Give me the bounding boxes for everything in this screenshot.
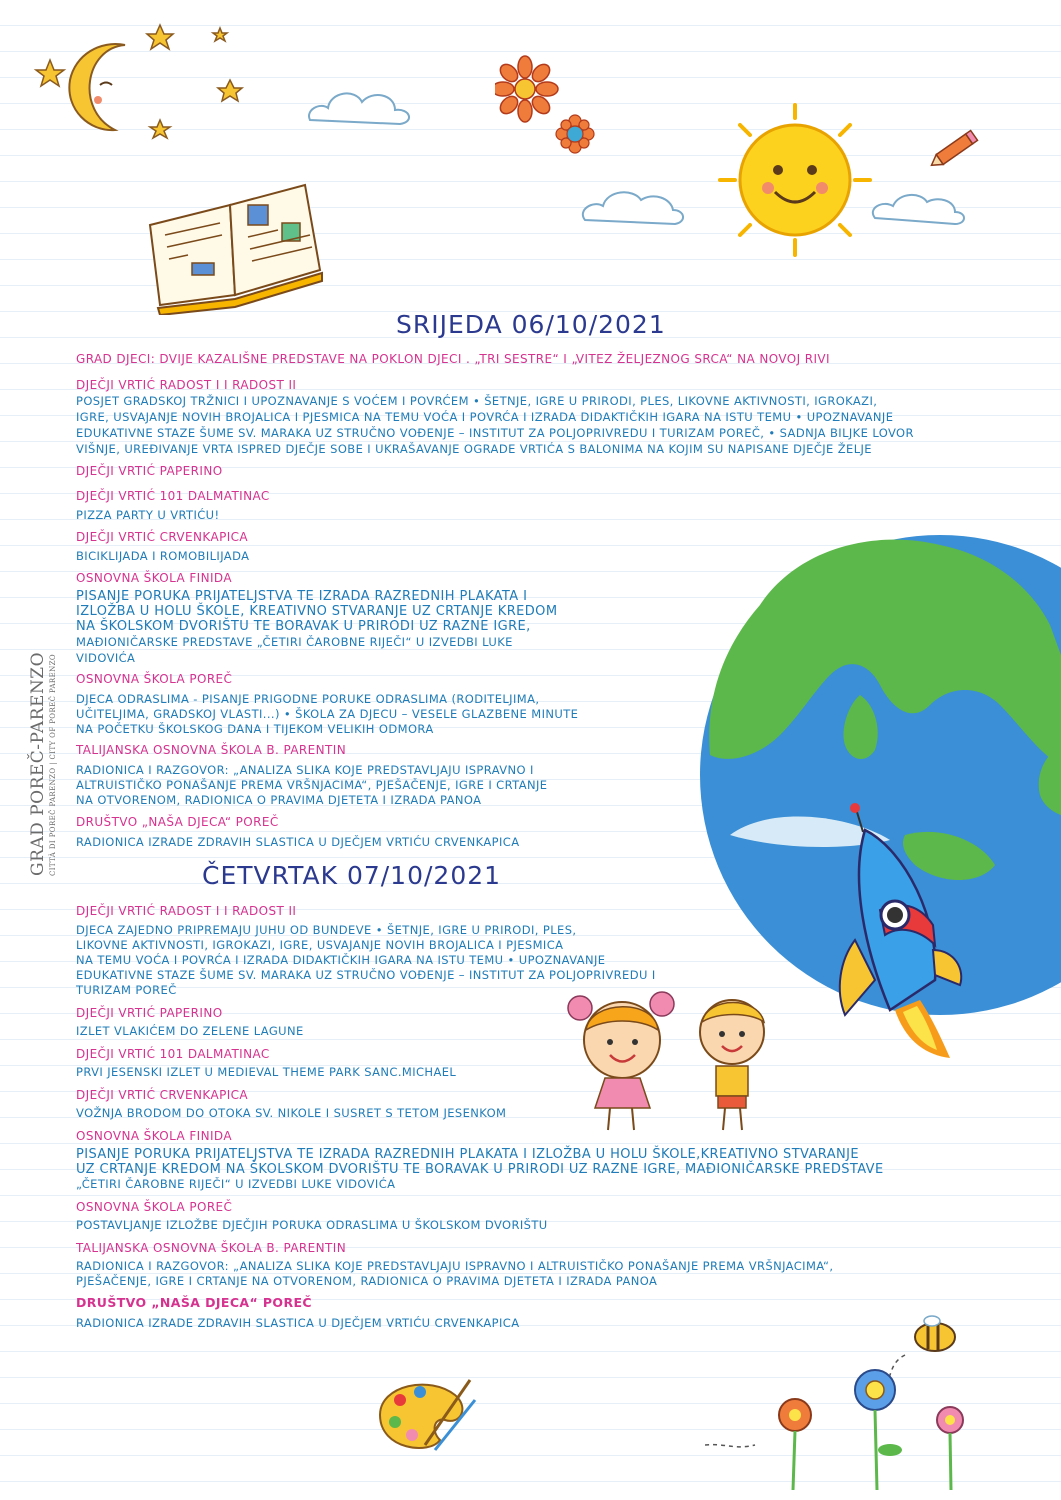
activity-description: IZLET VLAKIĆEM DO ZELENE LAGUNE bbox=[76, 1024, 304, 1038]
activity-description: POSJET GRADSKOJ TRŽNICI I UPOZNAVANJE S VOĆEM I POVRĆEM • ŠETNJE, IGRE U PRIRODI, PLES, LIKOVNE AKTIVNOSTI, IGROKAZI, bbox=[76, 394, 878, 408]
activity-description: ALTRUISTIČKO PONAŠANJE PREMA VRŠNJACIMA“, PJEŠAČENJE, IGRE I CRTANJE bbox=[76, 778, 548, 792]
city-branding bbox=[28, 636, 57, 876]
paint-palette-illustration bbox=[370, 1370, 480, 1460]
institution-heading: DJEČJI VRTIĆ 101 DALMATINAC bbox=[76, 489, 270, 503]
institution-heading: DJEČJI VRTIĆ CRVENKAPICA bbox=[76, 1088, 249, 1102]
activity-description: VIDOVIĆA bbox=[76, 651, 136, 665]
activity-description: LIKOVNE AKTIVNOSTI, IGROKAZI, IGRE, USVAJANJE NOVIH BROJALICA I PJESMICA bbox=[76, 938, 564, 952]
institution-heading: DJEČJI VRTIĆ PAPERINO bbox=[76, 464, 223, 478]
institution-heading: TALIJANSKA OSNOVNA ŠKOLA B. PARENTIN bbox=[76, 743, 347, 757]
activity-description: PJEŠAČENJE, IGRE I CRTANJE NA OTVORENOM, RADIONICA O PRAVIMA DJETETA I IZRADA PANOA bbox=[76, 1274, 658, 1288]
institution-heading: DJEČJI VRTIĆ PAPERINO bbox=[76, 1006, 223, 1020]
kids-illustration bbox=[560, 990, 775, 1140]
activity-description: DJECA ODRASLIMA - PISANJE PRIGODNE PORUKE ODRASLIMA (RODITELJIMA, bbox=[76, 692, 540, 706]
activity-description: NA POČETKU ŠKOLSKOG DANA I TIJEKOM VELIKIH ODMORA bbox=[76, 722, 434, 736]
activity-description: NA ŠKOLSKOM DVORIŠTU TE BORAVAK U PRIRODI UZ RAZNE IGRE, bbox=[76, 619, 531, 634]
clouds-top-illustration bbox=[300, 80, 420, 130]
activity-description: BICIKLIJADA I ROMOBILIJADA bbox=[76, 549, 250, 563]
activity-description: RADIONICA I RAZGOVOR: „ANALIZA SLIKA KOJE PREDSTAVLJAJU ISPRAVNO I ALTRUISTIČKO PONAŠANJE PREMA VRŠNJACIMA“, bbox=[76, 1259, 834, 1273]
activity-description: „ČETIRI ČAROBNE RIJEČI“ U IZVEDBI LUKE VIDOVIĆA bbox=[76, 1177, 396, 1191]
institution-heading: OSNOVNA ŠKOLA POREČ bbox=[76, 672, 233, 686]
institution-heading: OSNOVNA ŠKOLA POREČ bbox=[76, 1200, 233, 1214]
institution-heading: DJEČJI VRTIĆ 101 DALMATINAC bbox=[76, 1047, 270, 1061]
day-title-thursday: ČETVRTAK 07/10/2021 bbox=[202, 861, 502, 890]
activity-description: POSTAVLJANJE IZLOŽBE DJEČJIH PORUKA ODRASLIMA U ŠKOLSKOM DVORIŠTU bbox=[76, 1218, 548, 1232]
activity-description: RADIONICA IZRADE ZDRAVIH SLASTICA U DJEČJEM VRTIĆU CRVENKAPICA bbox=[76, 835, 520, 849]
activity-description: VIŠNJE, UREĐIVANJE VRTA ISPRED DJEČJE SOBE I UKRAŠAVANJE OGRADE VRTIĆA S BALONIMA NA KOJIM SU NAPISANE DJEČJE ŽELJE bbox=[76, 442, 872, 456]
activity-description: VOŽNJA BRODOM DO OTOKA SV. NIKOLE I SUSRET S TETOM JESENKOM bbox=[76, 1106, 507, 1120]
activity-description: MAĐIONIČARSKE PREDSTAVE „ČETIRI ČAROBNE RIJEČI“ U IZVEDBI LUKE bbox=[76, 635, 513, 649]
activity-description: UČITELJIMA, GRADSKOJ VLASTI...) • ŠKOLA ZA DJECU – VESELE GLAZBENE MINUTE bbox=[76, 707, 579, 721]
clouds-middle-illustration bbox=[575, 170, 985, 240]
activity-description: UZ CRTANJE KREDOM NA ŠKOLSKOM DVORIŠTU TE BORAVAK U PRIRODI UZ RAZNE IGRE, MAĐIONIČARSKE PREDSTAVE bbox=[76, 1162, 884, 1177]
book-illustration bbox=[140, 175, 330, 315]
pencil-illustration bbox=[925, 125, 985, 175]
institution-heading: DJEČJI VRTIĆ CRVENKAPICA bbox=[76, 530, 249, 544]
institution-heading: DRUŠTVO „NAŠA DJECA“ POREČ bbox=[76, 815, 279, 829]
institution-heading: TALIJANSKA OSNOVNA ŠKOLA B. PARENTIN bbox=[76, 1241, 347, 1255]
activity-description: IZLOŽBA U HOLU ŠKOLE, KREATIVNO STVARANJE UZ CRTANJE KREDOM bbox=[76, 604, 558, 619]
activity-description: PIZZA PARTY U VRTIĆU! bbox=[76, 508, 220, 522]
activity-description: PRVI JESENSKI IZLET U MEDIEVAL THEME PARK SANC.MICHAEL bbox=[76, 1065, 457, 1079]
day-title-wednesday: SRIJEDA 06/10/2021 bbox=[396, 310, 666, 339]
institution-heading: OSNOVNA ŠKOLA FINIDA bbox=[76, 1129, 232, 1143]
rocket-illustration bbox=[795, 800, 985, 1060]
activity-description: IGRE, USVAJANJE NOVIH BROJALICA I PJESMICA NA TEMU VOĆA I POVRĆA I IZRADA DIDAKTIČKIH IGARA NA ISTU TEMU • UPOZNAVANJE bbox=[76, 410, 894, 424]
flowers-illustration bbox=[495, 55, 605, 165]
activity-description: RADIONICA IZRADE ZDRAVIH SLASTICA U DJEČJEM VRTIĆU CRVENKAPICA bbox=[76, 1316, 520, 1330]
activity-description: NA OTVORENOM, RADIONICA O PRAVIMA DJETETA I IZRADA PANOA bbox=[76, 793, 482, 807]
institution-heading: GRAD DJECI: DVIJE KAZALIŠNE PREDSTAVE NA POKLON DJECI . „TRI SESTRE“ I „VITEZ ŽELJEZNOG SRCA“ NA NOVOJ RIVI bbox=[76, 352, 830, 366]
activity-description: TURIZAM POREČ bbox=[76, 983, 177, 997]
activity-description: DJECA ZAJEDNO PRIPREMAJU JUHU OD BUNDEVE • ŠETNJE, IGRE U PRIRODI, PLES, bbox=[76, 923, 577, 937]
institution-heading: DJEČJI VRTIĆ RADOST I I RADOST II bbox=[76, 378, 297, 392]
institution-heading: DRUŠTVO „NAŠA DJECA“ POREČ bbox=[76, 1295, 312, 1310]
activity-description: NA TEMU VOĆA I POVRĆA I IZRADA DIDAKTIČKIH IGARA NA ISTU TEMU • UPOZNAVANJE bbox=[76, 953, 606, 967]
institution-heading: DJEČJI VRTIĆ RADOST I I RADOST II bbox=[76, 904, 297, 918]
activity-description: PISANJE PORUKA PRIJATELJSTVA TE IZRADA RAZREDNIH PLAKATA I bbox=[76, 589, 528, 604]
institution-heading: OSNOVNA ŠKOLA FINIDA bbox=[76, 571, 232, 585]
city-name: GRAD POREČ-PARENZO bbox=[28, 651, 48, 876]
activity-description: EDUKATIVNE STAZE ŠUME SV. MARAKA UZ STRUČNO VOĐENJE – INSTITUT ZA POLJOPRIVREDU I bbox=[76, 968, 656, 982]
activity-description: PISANJE PORUKA PRIJATELJSTVA TE IZRADA RAZREDNIH PLAKATA I IZLOŽBA U HOLU ŠKOLE,KREATIVNO STVARANJE bbox=[76, 1147, 859, 1162]
moon-stars-illustration bbox=[30, 20, 260, 160]
activity-description: RADIONICA I RAZGOVOR: „ANALIZA SLIKA KOJE PREDSTAVLJAJU ISPRAVNO I bbox=[76, 763, 534, 777]
city-subtitle: CITTÀ DI POREČ PARENZO | CITY OF POREČ PARENZO bbox=[49, 653, 57, 876]
activity-description: EDUKATIVNE STAZE ŠUME SV. MARAKA UZ STRUČNO VOĐENJE – INSTITUT ZA POLJOPRIVREDU I TURIZAM POREČ, • SADNJA BILJKE LOVOR bbox=[76, 426, 914, 440]
garden-flowers-illustration bbox=[705, 1315, 1005, 1495]
